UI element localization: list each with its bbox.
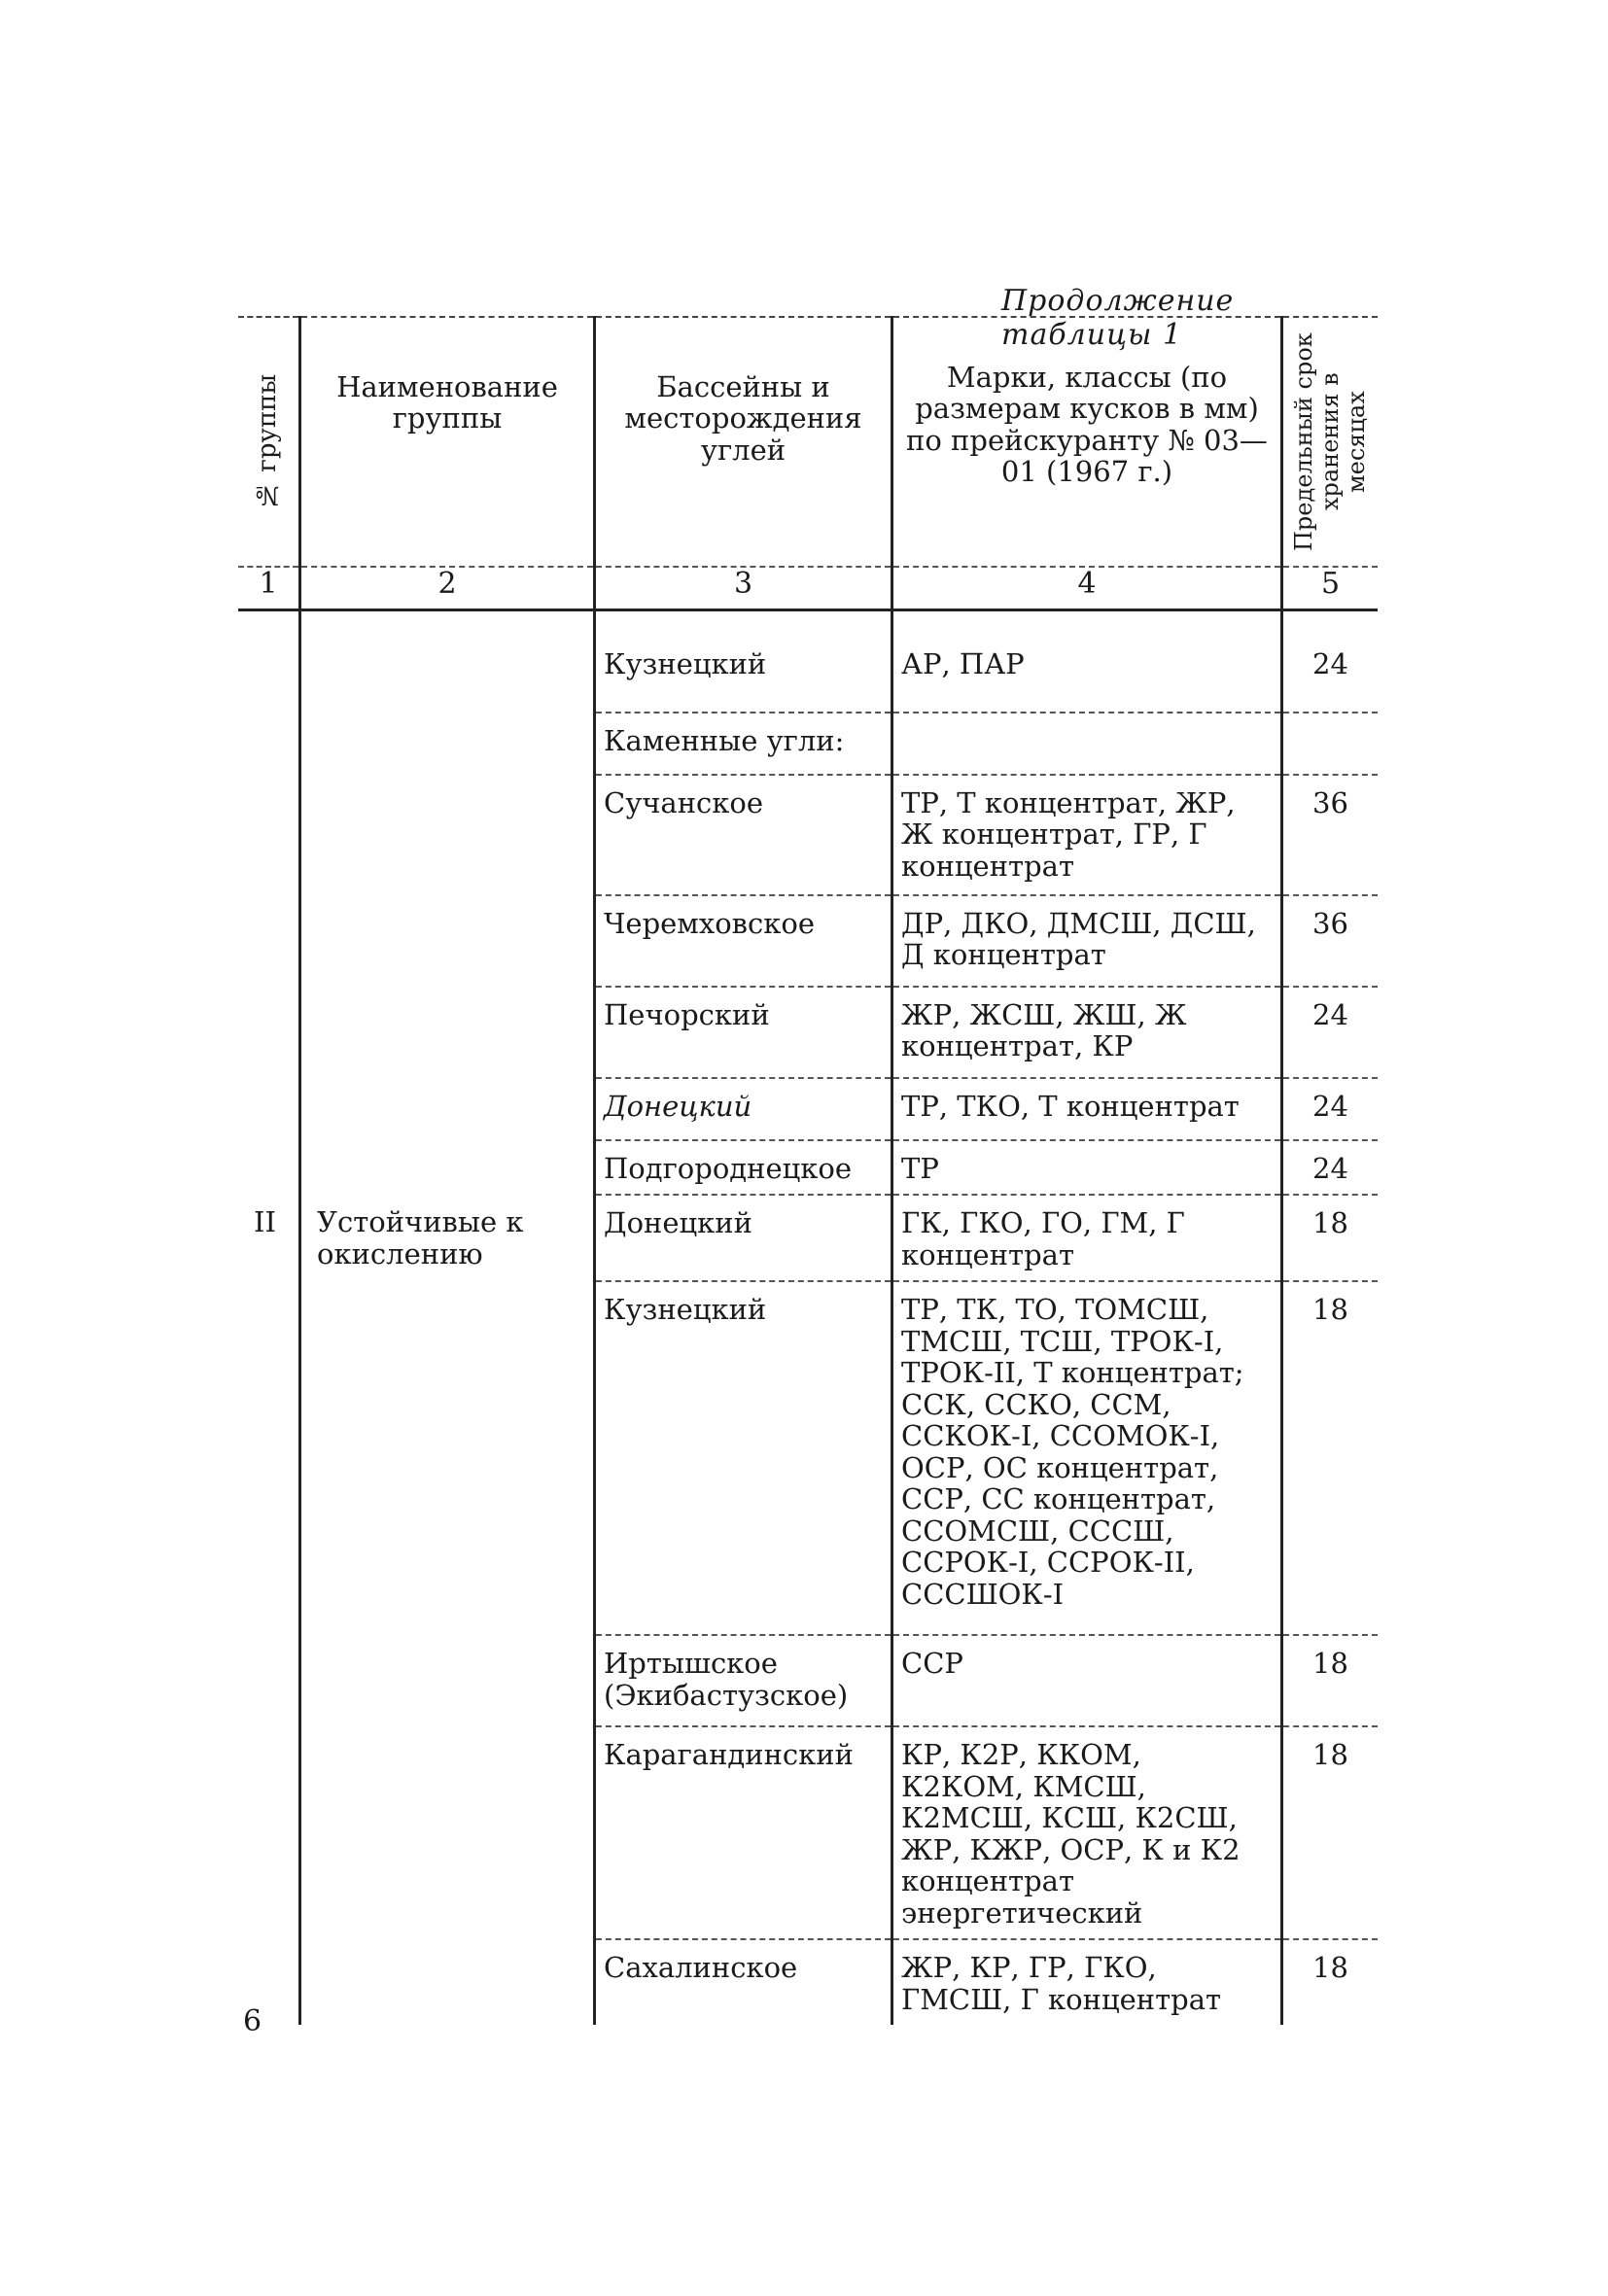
basin-cell: Каменные угли: [595,713,892,775]
grades-cell: ДР, ДКО, ДМСШ, ДСШ, Д концентрат [892,895,1282,987]
months-value: 24 [1312,647,1348,680]
header-number-4: 4 [892,567,1282,610]
header-number-2: 2 [300,567,595,610]
group-name-text: Устойчивые к окислению [317,1205,524,1270]
months-cell [1282,610,1379,713]
months-cell [1282,1281,1379,1635]
grades-cell: ТР [892,1140,1282,1195]
months-cell [1282,1726,1379,1939]
table-row [238,610,1378,713]
grades-cell: ССР [892,1635,1282,1726]
header-number-5: 5 [1282,567,1379,610]
grades-cell: ТР, ТКО, Т концентрат [892,1078,1282,1140]
basin-cell: Подгороднецкое [595,1140,892,1195]
header-col2 [300,317,595,567]
header-number-3: 3 [595,567,892,610]
basin-cell: Карагандинский [595,1726,892,1939]
page-number: 6 [243,2004,262,2038]
months-value [1283,713,1378,725]
months-value: 18 [1312,1738,1348,1772]
basin-cell: Сахалинское [595,1939,892,2025]
months-cell [1282,1939,1379,2025]
months-value: 18 [1312,1293,1348,1327]
months-value: 18 [1312,1647,1348,1681]
months-value: 36 [1312,786,1348,819]
months-cell [1282,1195,1379,1281]
months-value: 24 [1312,1090,1348,1123]
coal-storage-table [238,316,1378,2025]
months-cell [1282,1140,1379,1195]
grades-cell: ТР, Т концентрат, ЖР, Ж концентрат, ГР, Г концентрат [892,775,1282,895]
months-cell [1282,1078,1379,1140]
header-storage-period: Предельный срок хранения в месяцах [1290,332,1370,551]
basin-cell: Иртышское (Экибастузское) [595,1635,892,1726]
months-value: 36 [1312,907,1348,940]
header-col3 [595,317,892,567]
grades-cell: ЖР, ЖСШ, ЖШ, Ж концентрат, КР [892,987,1282,1078]
months-value: 18 [1312,1951,1348,1985]
header-col5 [1282,317,1379,567]
table-row [238,1195,1378,1281]
group-name [300,1195,595,2025]
months-cell [1282,713,1379,775]
basin-cell: Донецкий [595,1078,892,1140]
header-group-number: № группы [253,373,283,510]
grades-cell: АР, ПАР [892,610,1282,713]
basin-cell: Черемховское [595,895,892,987]
grades-cell: КР, К2Р, ККОМ, К2КОМ, КМСШ, К2МСШ, КСШ, К2СШ, ЖР, КЖР, ОСР, К и К2 концентрат энергетический [892,1726,1282,1939]
months-value: 18 [1312,1206,1348,1240]
grades-cell: ТР, ТК, ТО, ТОМСШ, ТМСШ, ТСШ, ТРОК-I, ТРОК-II, Т концентрат; ССК, ССКО, ССМ, ССКОК-I, ССОМОК-I, ОСР, ОС концентрат, ССР, СС концентрат, ССОМСШ, СССШ, ССРОК-I, ССРОК-II, СССШОК-I [892,1281,1282,1635]
continuation-title: Продолжение таблицы 1 [1001,284,1235,352]
months-cell [1282,1635,1379,1726]
header-group-name: Наименование группы [336,370,558,435]
months-cell [1282,895,1379,987]
header-col1 [238,317,300,567]
basin-cell: Кузнецкий [595,610,892,713]
header-basins: Бассейны и месторождения углей [624,370,862,467]
header-grades: Марки, классы (по размерам кусков в мм) по прейскуранту № 03—01 (1967 г.) [906,361,1268,489]
group-number-cell-empty [238,610,300,1196]
basin-cell: Донецкий [595,1195,892,1281]
group-name-cell-empty [300,610,595,1196]
months-value: 24 [1312,1152,1348,1185]
header-number-1: 1 [238,567,300,610]
group-number [238,1195,300,2025]
basin-cell: Печорский [595,987,892,1078]
basin-cell: Кузнецкий [595,1281,892,1635]
months-value: 24 [1312,998,1348,1031]
header-col4 [892,317,1282,567]
months-cell [1282,775,1379,895]
group-number-text: II [254,1205,276,1239]
grades-cell [892,713,1282,775]
grades-cell: ГК, ГКО, ГО, ГМ, Г концентрат [892,1195,1282,1281]
months-cell [1282,987,1379,1078]
grades-cell: ЖР, КР, ГР, ГКО, ГМСШ, Г концентрат [892,1939,1282,2025]
basin-cell: Сучанское [595,775,892,895]
